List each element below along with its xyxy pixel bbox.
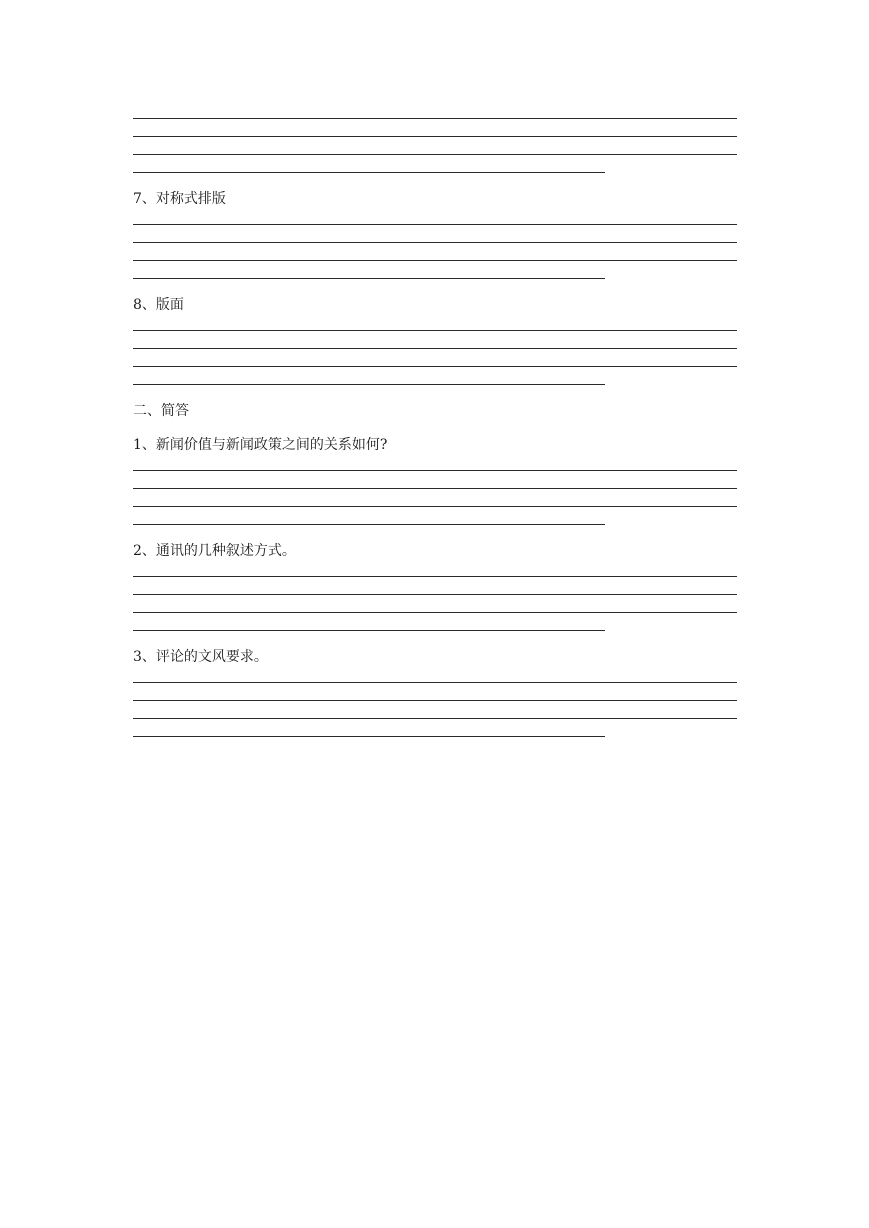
answer-line — [133, 736, 605, 737]
document-page — [133, 102, 737, 754]
question-block — [133, 296, 737, 385]
question-block — [133, 542, 737, 631]
question-heading: 8、版面 — [133, 297, 184, 313]
answer-line — [133, 506, 737, 507]
section-heading-block — [133, 402, 737, 420]
answer-line — [133, 718, 737, 719]
answer-line — [133, 612, 737, 613]
answer-line — [133, 224, 737, 225]
answer-line — [133, 278, 605, 279]
answer-line — [133, 700, 737, 701]
answer-line — [133, 470, 737, 471]
answer-line — [133, 384, 605, 385]
question-block — [133, 436, 737, 525]
question-heading: 1、新闻价值与新闻政策之间的关系如何? — [133, 437, 388, 453]
answer-line — [133, 348, 737, 349]
answer-line — [133, 260, 737, 261]
question-block — [133, 190, 737, 279]
answer-line — [133, 524, 605, 525]
answer-block-continuation — [133, 118, 737, 173]
question-block — [133, 648, 737, 737]
answer-line — [133, 576, 737, 577]
question-heading: 2、通讯的几种叙述方式。 — [133, 543, 296, 559]
question-heading: 7、对称式排版 — [133, 191, 226, 207]
answer-line — [133, 594, 737, 595]
section-heading: 二、简答 — [133, 403, 189, 419]
question-heading: 3、评论的文风要求。 — [133, 649, 268, 665]
answer-line — [133, 366, 737, 367]
answer-line — [133, 136, 737, 137]
answer-line — [133, 330, 737, 331]
answer-line — [133, 172, 605, 173]
answer-line — [133, 630, 605, 631]
answer-line — [133, 488, 737, 489]
answer-line — [133, 118, 737, 119]
answer-line — [133, 682, 737, 683]
answer-line — [133, 242, 737, 243]
answer-line — [133, 154, 737, 155]
